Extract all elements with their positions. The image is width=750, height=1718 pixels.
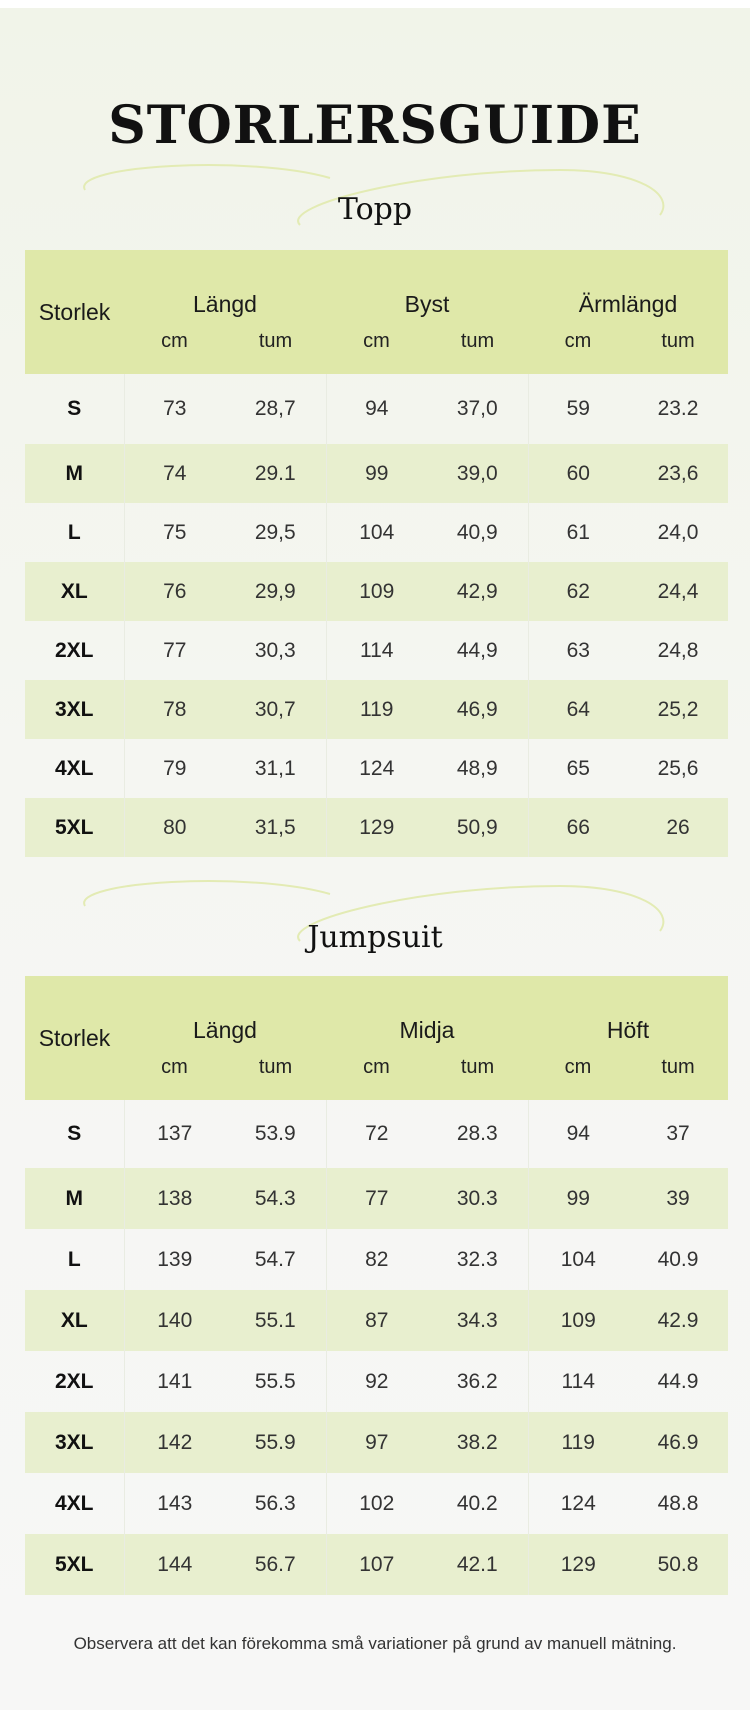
value-cell: 50,9 [427, 798, 528, 857]
table-row [25, 503, 728, 562]
value-cell: 104 [326, 503, 427, 562]
size-cell: 5XL [25, 798, 124, 857]
table-row [25, 1412, 728, 1473]
value-cell: 59 [528, 374, 628, 444]
table-row [25, 444, 728, 503]
value-cell: 24,8 [657, 638, 699, 662]
size-cell: 2XL [54, 638, 94, 662]
value-cell: 74 [124, 444, 225, 503]
value-cell: 64 [528, 680, 628, 739]
value-cell: 46,9 [427, 680, 528, 739]
value-cell: 109 [326, 562, 427, 621]
value-cell: 79 [124, 739, 225, 798]
value-cell: 40,9 [456, 520, 498, 544]
value-cell: 66 [528, 798, 628, 857]
value-cell: 28.3 [456, 1122, 498, 1145]
value-cell: 29,9 [225, 562, 326, 621]
value-cell: 23.2 [657, 397, 699, 420]
table-row [25, 562, 728, 621]
unit-header: cm [363, 1056, 390, 1078]
size-column-header: Storlek [38, 1024, 111, 1051]
page-title: STORLERSGUIDE [108, 95, 642, 156]
unit-header: tum [661, 1056, 695, 1078]
value-cell: 124 [326, 739, 427, 798]
size-cell: 4XL [54, 1491, 94, 1515]
table-header [25, 976, 728, 1100]
value-cell: 94 [326, 374, 427, 444]
size-cell: 2XL [54, 1369, 94, 1393]
value-cell: 46.9 [628, 1412, 728, 1473]
value-cell: 53.9 [254, 1122, 296, 1145]
value-cell: 139 [124, 1229, 225, 1290]
value-cell: 119 [326, 680, 427, 739]
section-title-jumpsuit: Jumpsuit [307, 920, 443, 955]
value-cell: 44.9 [657, 1369, 699, 1393]
value-cell: 129 [326, 798, 427, 857]
value-cell: 143 [124, 1473, 225, 1534]
value-cell: 56.7 [225, 1534, 326, 1595]
value-cell: 65 [528, 739, 628, 798]
value-cell: 28,7 [254, 397, 296, 420]
size-cell: S [67, 397, 82, 420]
value-cell: 61 [528, 503, 628, 562]
value-cell: 80 [124, 798, 225, 857]
table-row [25, 621, 728, 680]
size-cell: 3XL [25, 680, 124, 739]
size-cell: XL [25, 1290, 124, 1351]
group-header: Midja [399, 1017, 455, 1043]
value-cell: 36.2 [456, 1369, 498, 1393]
value-cell: 38.2 [427, 1412, 528, 1473]
value-cell: 42,9 [427, 562, 528, 621]
value-cell: 62 [528, 562, 628, 621]
value-cell: 54.3 [225, 1168, 326, 1229]
table-row [25, 680, 728, 739]
value-cell: 30.3 [427, 1168, 528, 1229]
value-cell: 129 [528, 1534, 628, 1595]
value-cell: 142 [124, 1412, 225, 1473]
value-cell: 60 [528, 444, 628, 503]
value-cell: 77 [124, 621, 225, 680]
value-cell: 92 [326, 1351, 427, 1412]
size-cell: M [25, 444, 124, 503]
unit-header: tum [460, 1056, 495, 1078]
table-row [25, 1351, 728, 1412]
value-cell: 76 [124, 562, 225, 621]
value-cell: 78 [124, 680, 225, 739]
table-row [25, 1168, 728, 1229]
value-cell: 82 [326, 1229, 427, 1290]
group-header: Längd [193, 1017, 257, 1043]
table-row [25, 1290, 728, 1351]
value-cell: 40.9 [657, 1247, 699, 1271]
size-column-header: Storlek [38, 298, 111, 325]
value-cell: 99 [326, 444, 427, 503]
table-header [25, 250, 728, 374]
value-cell: 25,6 [657, 756, 699, 780]
value-cell: 48.8 [657, 1491, 699, 1515]
value-cell: 72 [326, 1100, 427, 1168]
unit-header: tum [460, 330, 495, 352]
value-cell: 144 [124, 1534, 225, 1595]
value-cell: 29.1 [225, 444, 326, 503]
value-cell: 37 [666, 1122, 690, 1145]
size-table-topp [25, 250, 728, 857]
value-cell: 140 [124, 1290, 225, 1351]
value-cell: 34.3 [427, 1290, 528, 1351]
value-cell: 54.7 [254, 1247, 296, 1271]
value-cell: 32.3 [456, 1247, 498, 1271]
section-title-topp: Topp [337, 192, 413, 227]
size-cell: M [25, 1168, 124, 1229]
table-row [25, 1100, 728, 1168]
value-cell: 55.9 [225, 1412, 326, 1473]
size-cell: S [67, 1122, 82, 1145]
unit-header: cm [161, 330, 188, 352]
value-cell: 24,4 [628, 562, 728, 621]
table-body [25, 1100, 728, 1595]
value-cell: 31,1 [254, 756, 296, 780]
group-header: Längd [193, 291, 257, 317]
unit-header: tum [258, 330, 293, 352]
unit-header: cm [161, 1056, 188, 1078]
value-cell: 30,3 [254, 638, 296, 662]
size-cell: XL [25, 562, 124, 621]
value-cell: 26 [628, 798, 728, 857]
value-cell: 75 [124, 503, 225, 562]
group-header: Byst [404, 291, 450, 317]
value-cell: 137 [124, 1100, 225, 1168]
unit-header: cm [564, 1056, 592, 1078]
value-cell: 42.1 [427, 1534, 528, 1595]
unit-header: tum [661, 330, 695, 352]
value-cell: 39,0 [427, 444, 528, 503]
size-guide-card [0, 8, 750, 1710]
value-cell: 31,5 [225, 798, 326, 857]
value-cell: 73 [124, 374, 225, 444]
value-cell: 138 [124, 1168, 225, 1229]
value-cell: 30,7 [225, 680, 326, 739]
value-cell: 102 [326, 1473, 427, 1534]
value-cell: 55.5 [254, 1369, 296, 1393]
group-header: Höft [606, 1017, 650, 1043]
value-cell: 23,6 [628, 444, 728, 503]
table-row [25, 739, 728, 798]
footnote: Observera att det kan förekomma små variationer på grund av manuell mätning. [73, 1634, 677, 1653]
value-cell: 114 [528, 1351, 628, 1412]
table-row [25, 1229, 728, 1290]
value-cell: 44,9 [456, 638, 498, 662]
value-cell: 99 [528, 1168, 628, 1229]
value-cell: 40.2 [456, 1491, 498, 1515]
value-cell: 109 [528, 1290, 628, 1351]
unit-header: cm [363, 330, 390, 352]
value-cell: 104 [528, 1229, 628, 1290]
value-cell: 56.3 [254, 1491, 296, 1515]
value-cell: 29,5 [254, 520, 296, 544]
group-header: Ärmlängd [578, 291, 678, 317]
value-cell: 48,9 [456, 756, 498, 780]
size-table-jumpsuit [25, 976, 728, 1595]
unit-header: cm [564, 330, 592, 352]
value-cell: 124 [528, 1473, 628, 1534]
size-cell: L [67, 1247, 81, 1271]
value-cell: 37,0 [456, 397, 498, 420]
value-cell: 50.8 [628, 1534, 728, 1595]
value-cell: 87 [326, 1290, 427, 1351]
value-cell: 119 [528, 1412, 628, 1473]
value-cell: 42.9 [628, 1290, 728, 1351]
table-row [25, 374, 728, 444]
value-cell: 39 [628, 1168, 728, 1229]
table-body [25, 374, 728, 857]
table-row [25, 798, 728, 857]
value-cell: 97 [326, 1412, 427, 1473]
value-cell: 55.1 [225, 1290, 326, 1351]
value-cell: 63 [528, 621, 628, 680]
value-cell: 25,2 [628, 680, 728, 739]
value-cell: 24,0 [657, 520, 699, 544]
value-cell: 141 [124, 1351, 225, 1412]
table-row [25, 1473, 728, 1534]
size-cell: 5XL [25, 1534, 124, 1595]
unit-header: tum [258, 1056, 293, 1078]
size-cell: 3XL [25, 1412, 124, 1473]
value-cell: 77 [326, 1168, 427, 1229]
size-cell: L [67, 520, 81, 544]
size-cell: 4XL [54, 756, 94, 780]
value-cell: 107 [326, 1534, 427, 1595]
value-cell: 94 [528, 1100, 628, 1168]
value-cell: 114 [326, 621, 427, 680]
table-row [25, 1534, 728, 1595]
